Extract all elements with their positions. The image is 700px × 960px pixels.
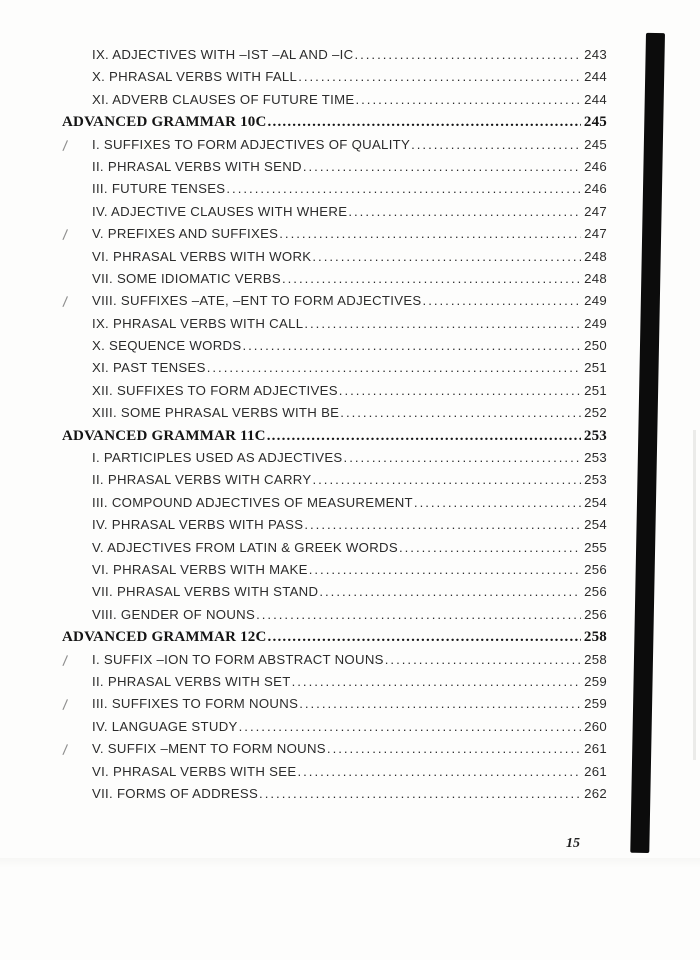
toc-entry-page: 246 — [584, 181, 607, 197]
toc-entry-page: 258 — [583, 629, 607, 646]
pencil-slash-icon: / — [61, 294, 69, 312]
dot-leader — [292, 674, 582, 689]
dot-leader — [312, 472, 581, 487]
toc-entry-page: 251 — [584, 360, 607, 376]
pencil-slash-icon: / — [61, 741, 69, 760]
toc-item-row — [62, 92, 607, 114]
toc-item-row — [62, 181, 607, 203]
toc-entry-page: 250 — [584, 338, 607, 354]
toc-entry-label: X. PHRASAL VERBS WITH FALL — [92, 69, 298, 85]
dot-leader — [385, 652, 581, 667]
dot-leader — [242, 338, 581, 353]
toc-item-row — [62, 137, 607, 159]
toc-entry-page: 249 — [584, 293, 607, 309]
toc-entry-page: 253 — [584, 472, 607, 488]
toc-item-row — [62, 517, 607, 539]
dot-leader — [268, 114, 581, 131]
toc-entry-page: 244 — [584, 69, 607, 85]
dot-leader — [339, 383, 581, 398]
toc-item-row — [62, 293, 607, 315]
toc-item-row — [62, 405, 607, 427]
dot-leader — [340, 405, 581, 420]
dot-leader — [309, 562, 581, 577]
dot-leader — [399, 540, 581, 555]
pencil-slash-icon: / — [61, 226, 69, 245]
toc-entry-label: X. SEQUENCE WORDS — [92, 338, 242, 354]
toc-entry-label: I. PARTICIPLES USED AS ADJECTIVES — [92, 450, 343, 466]
toc-entry-page: 245 — [584, 136, 607, 152]
dot-leader — [304, 316, 581, 331]
toc-entry-page: 253 — [583, 427, 607, 444]
toc-entry-page: 261 — [584, 741, 607, 757]
toc-entry-label: II. PHRASAL VERBS WITH CARRY — [92, 472, 312, 488]
dot-leader — [303, 159, 581, 174]
toc-entry-label: I. SUFFIXES TO FORM ADJECTIVES OF QUALITY — [92, 136, 411, 152]
dot-leader — [327, 741, 581, 756]
toc-entry-label: II. PHRASAL VERBS WITH SET — [92, 673, 291, 689]
toc-entry-page: 259 — [584, 673, 607, 689]
toc-entry-page: 248 — [584, 270, 607, 286]
toc-entry-label: XIII. SOME PHRASAL VERBS WITH BE — [92, 405, 340, 421]
dot-leader — [319, 584, 581, 599]
toc-entry-page: 246 — [584, 158, 607, 174]
dot-leader — [259, 786, 581, 801]
dot-leader — [354, 47, 581, 62]
toc-item-row — [62, 584, 607, 606]
toc-entry-page: 256 — [584, 561, 607, 577]
toc-entry-label: IX. ADJECTIVES WITH –IST –AL AND –IC — [92, 47, 354, 62]
dot-leader — [207, 360, 581, 375]
toc-item-row — [62, 226, 607, 248]
dot-leader — [239, 719, 581, 734]
toc-item-row — [62, 204, 607, 226]
toc-item-row — [62, 383, 607, 405]
toc-item-row — [62, 249, 607, 271]
pencil-slash-icon: / — [61, 697, 69, 715]
toc-item-row — [62, 764, 607, 786]
dot-leader — [279, 226, 581, 241]
toc-entry-page: 254 — [584, 517, 607, 533]
toc-entry-page: 259 — [584, 696, 607, 712]
dot-leader — [312, 249, 581, 264]
toc-entry-label: IV. LANGUAGE STUDY — [92, 718, 238, 734]
toc-entry-label: IV. PHRASAL VERBS WITH PASS — [92, 517, 304, 533]
dot-leader — [344, 450, 582, 465]
toc-entry-label: XI. PAST TENSES — [92, 360, 206, 376]
dot-leader — [226, 181, 581, 196]
toc-entry-label: VI. PHRASAL VERBS WITH SEE — [92, 763, 297, 779]
toc-item-row — [62, 472, 607, 494]
toc-item-row — [62, 674, 607, 696]
toc-entry-page: 256 — [584, 606, 607, 622]
toc-entry-page: 247 — [584, 226, 607, 242]
toc-entry-label: VII. FORMS OF ADDRESS — [92, 785, 259, 801]
dot-leader — [297, 764, 581, 779]
toc-entry-label: III. SUFFIXES TO FORM NOUNS — [92, 696, 299, 712]
toc-entry-page: 245 — [583, 114, 607, 131]
toc-item-row — [62, 540, 607, 562]
toc-list — [62, 47, 607, 808]
toc-section-row — [62, 114, 607, 136]
toc-entry-label: III. COMPOUND ADJECTIVES OF MEASUREMENT — [92, 494, 413, 510]
toc-entry-label: ADVANCED GRAMMAR 10C — [62, 114, 267, 131]
toc-entry-label: VIII. GENDER OF NOUNS — [92, 606, 256, 622]
toc-entry-label: V. SUFFIX –MENT TO FORM NOUNS — [92, 741, 326, 757]
toc-entry-label: V. ADJECTIVES FROM LATIN & GREEK WORDS — [92, 539, 398, 555]
dot-leader — [304, 517, 581, 532]
toc-entry-page: 256 — [584, 584, 607, 600]
toc-item-row — [62, 741, 607, 763]
toc-item-row — [62, 47, 607, 69]
toc-entry-page: 243 — [584, 47, 607, 62]
toc-entry-label: IX. PHRASAL VERBS WITH CALL — [92, 315, 304, 331]
toc-item-row — [62, 271, 607, 293]
toc-entry-label: VI. PHRASAL VERBS WITH WORK — [92, 248, 312, 264]
scan-page-edge — [0, 858, 700, 868]
dot-leader — [282, 271, 581, 286]
scan-edge-streak — [693, 430, 696, 760]
dot-leader — [256, 607, 581, 622]
dot-leader — [268, 629, 581, 646]
toc-entry-label: ADVANCED GRAMMAR 12C — [62, 629, 267, 646]
toc-item-row — [62, 652, 607, 674]
toc-entry-page: 251 — [584, 382, 607, 398]
toc-entry-page: 258 — [584, 651, 607, 667]
dot-leader — [348, 204, 581, 219]
toc-item-row — [62, 316, 607, 338]
toc-entry-label: III. FUTURE TENSES — [92, 181, 226, 197]
toc-entry-page: 262 — [584, 785, 607, 801]
toc-item-row — [62, 562, 607, 584]
toc-entry-label: XII. SUFFIXES TO FORM ADJECTIVES — [92, 382, 338, 398]
dot-leader — [423, 293, 582, 308]
toc-entry-label: II. PHRASAL VERBS WITH SEND — [92, 158, 302, 174]
toc-entry-page: 255 — [584, 539, 607, 555]
toc-entry-label: VIII. SUFFIXES –ATE, –ENT TO FORM ADJECTIVES — [92, 293, 422, 309]
dot-leader — [414, 495, 581, 510]
toc-entry-label: XI. ADVERB CLAUSES OF FUTURE TIME — [92, 91, 355, 107]
toc-item-row — [62, 786, 607, 808]
pencil-slash-icon: / — [61, 652, 69, 670]
toc-entry-label: VI. PHRASAL VERBS WITH MAKE — [92, 561, 308, 577]
dot-leader — [299, 696, 581, 711]
toc-entry-page: 248 — [584, 248, 607, 264]
book-spine-bar — [630, 33, 665, 853]
toc-entry-page: 261 — [584, 763, 607, 779]
toc-entry-label: VII. PHRASAL VERBS WITH STAND — [92, 584, 319, 600]
toc-item-row — [62, 69, 607, 91]
toc-entry-page: 260 — [584, 718, 607, 734]
toc-entry-page: 252 — [584, 405, 607, 421]
toc-item-row — [62, 338, 607, 360]
toc-item-row — [62, 719, 607, 741]
dot-leader — [267, 428, 581, 445]
toc-entry-page: 244 — [584, 91, 607, 107]
toc-item-row — [62, 159, 607, 181]
dot-leader — [355, 92, 581, 107]
toc-entry-page: 253 — [584, 450, 607, 466]
toc-entry-label: VII. SOME IDIOMATIC VERBS — [92, 270, 281, 286]
toc-item-row — [62, 450, 607, 472]
pencil-slash-icon: / — [61, 137, 69, 155]
page-number: 15 — [566, 836, 580, 851]
toc-entry-label: I. SUFFIX –ION TO FORM ABSTRACT NOUNS — [92, 651, 384, 667]
toc-entry-label: IV. ADJECTIVE CLAUSES WITH WHERE — [92, 203, 348, 219]
toc-section-row — [62, 629, 607, 651]
toc-entry-page: 254 — [584, 494, 607, 510]
toc-entry-page: 249 — [584, 315, 607, 331]
toc-item-row — [62, 607, 607, 629]
dot-leader — [411, 137, 581, 152]
toc-section-row — [62, 428, 607, 450]
toc-entry-label: ADVANCED GRAMMAR 11C — [62, 427, 266, 444]
toc-entry-page: 247 — [584, 203, 607, 219]
dot-leader — [298, 69, 581, 84]
toc-item-row — [62, 360, 607, 382]
toc-item-row — [62, 495, 607, 517]
toc-item-row — [62, 696, 607, 718]
toc-entry-label: V. PREFIXES AND SUFFIXES — [92, 226, 279, 242]
